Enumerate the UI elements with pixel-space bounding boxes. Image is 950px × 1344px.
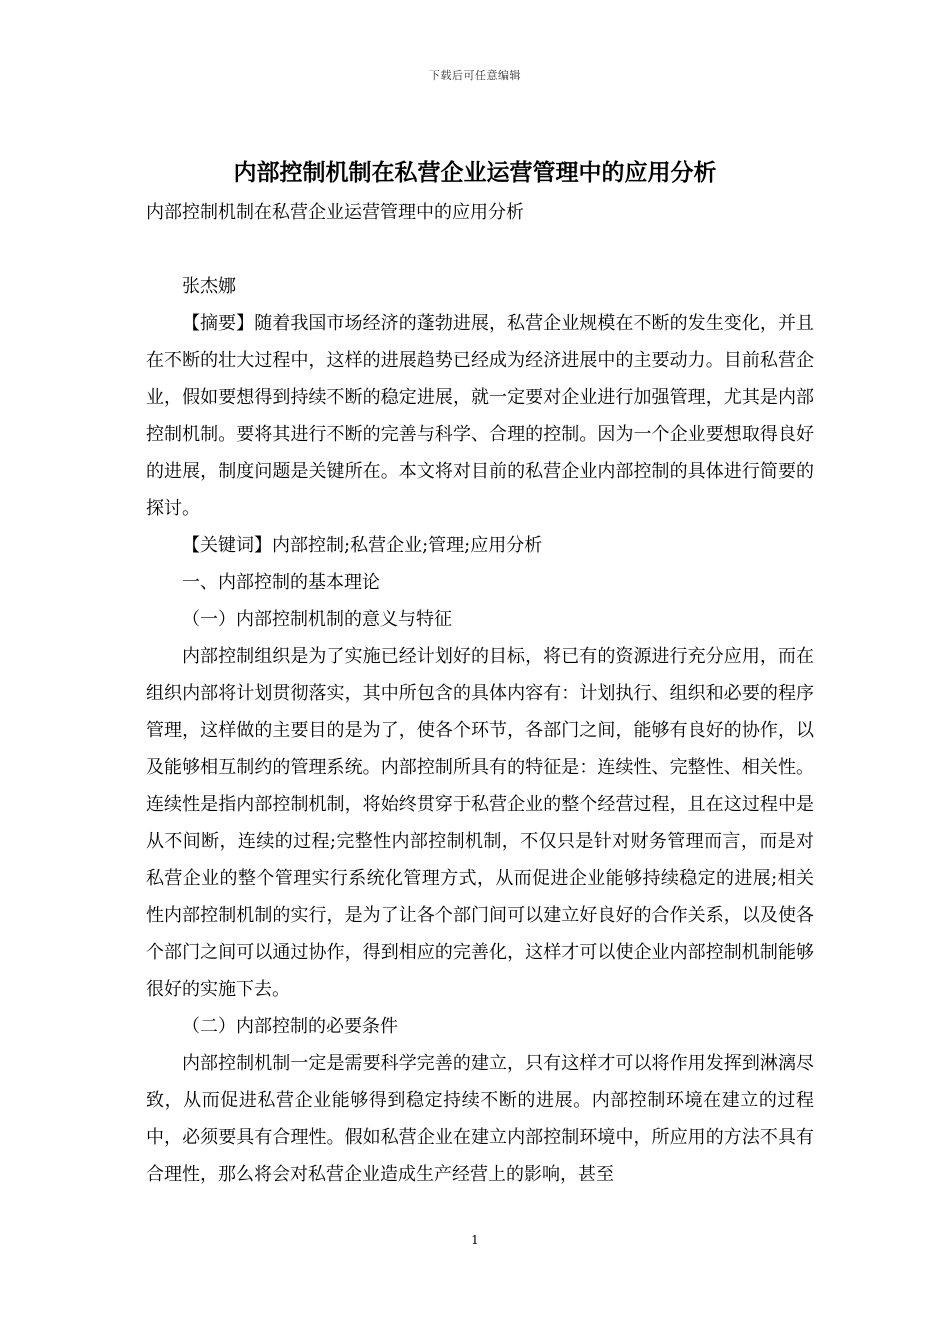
keywords-line: 【关键词】内部控制;私营企业;管理;应用分析	[182, 535, 543, 556]
document-body	[146, 194, 814, 1193]
page-number: 1	[471, 1233, 479, 1247]
section-heading-1-2: （二）内部控制的必要条件	[182, 1016, 398, 1037]
body-paragraph-1-1: 内部控制组织是为了实施已经计划好的目标，将已有的资源进行充分应用，而在组织内部将计划贯彻落实，其中所包含的具体内容有：计划执行、组织和必要的程序管理，这样做的主要目的是为了，使各个环节，各部门之间，能够有良好的协作，以及能够相互制约的管理系统。内部控制所具有的特征是：连续性、完整性、相关性。连续性是指内部控制机制，将始终贯穿于私营企业的整个经营过程，且在这过程中是从不间断，连续的过程;完整性内部控制机制，不仅只是针对财务管理而言，而是对私营企业的整个管理实行系统化管理方式，从而促进企业能够持续稳定的进展;相关性内部控制机制的实行，是为了让各个部门间可以建立好良好的合作关系，以及使各个部门之间可以通过协作，得到相应的完善化，这样才可以使企业内部控制机制能够很好的实施下去。	[146, 646, 814, 1000]
body-paragraph-1-2: 内部控制机制一定是需要科学完善的建立，只有这样才可以将作用发挥到淋漓尽致，从而促进私营企业能够得到稳定持续不断的进展。内部控制环境在建立的过程中，必须要具有合理性。假如私营企业在建立内部控制环境中，所应用的方法不具有合理性，那么将会对私营企业造成生产经营上的影响，甚至	[146, 1053, 814, 1185]
section-heading-1: 一、内部控制的基本理论	[182, 572, 380, 593]
page-header-note: 下载后可任意编辑	[429, 69, 521, 82]
document-title: 内部控制机制在私营企业运营管理中的应用分析	[233, 159, 717, 186]
abstract-paragraph: 【摘要】随着我国市场经济的蓬勃进展，私营企业规模在不断的发生变化，并且在不断的壮大过程中，这样的进展趋势已经成为经济进展中的主要动力。目前私营企业，假如要想得到持续不断的稳定进展，就一定要对企业进行加强管理，尤其是内部控制机制。要将其进行不断的完善与科学、合理的控制。因为一个企业要想取得良好的进展，制度问题是关键所在。本文将对目前的私营企业内部控制的具体进行简要的探讨。	[146, 313, 814, 519]
document-subtitle: 内部控制机制在私营企业运营管理中的应用分析	[146, 202, 524, 223]
blank-line	[146, 231, 814, 268]
section-heading-1-1: （一）内部控制机制的意义与特征	[182, 609, 452, 630]
author-name: 张杰娜	[182, 276, 236, 297]
